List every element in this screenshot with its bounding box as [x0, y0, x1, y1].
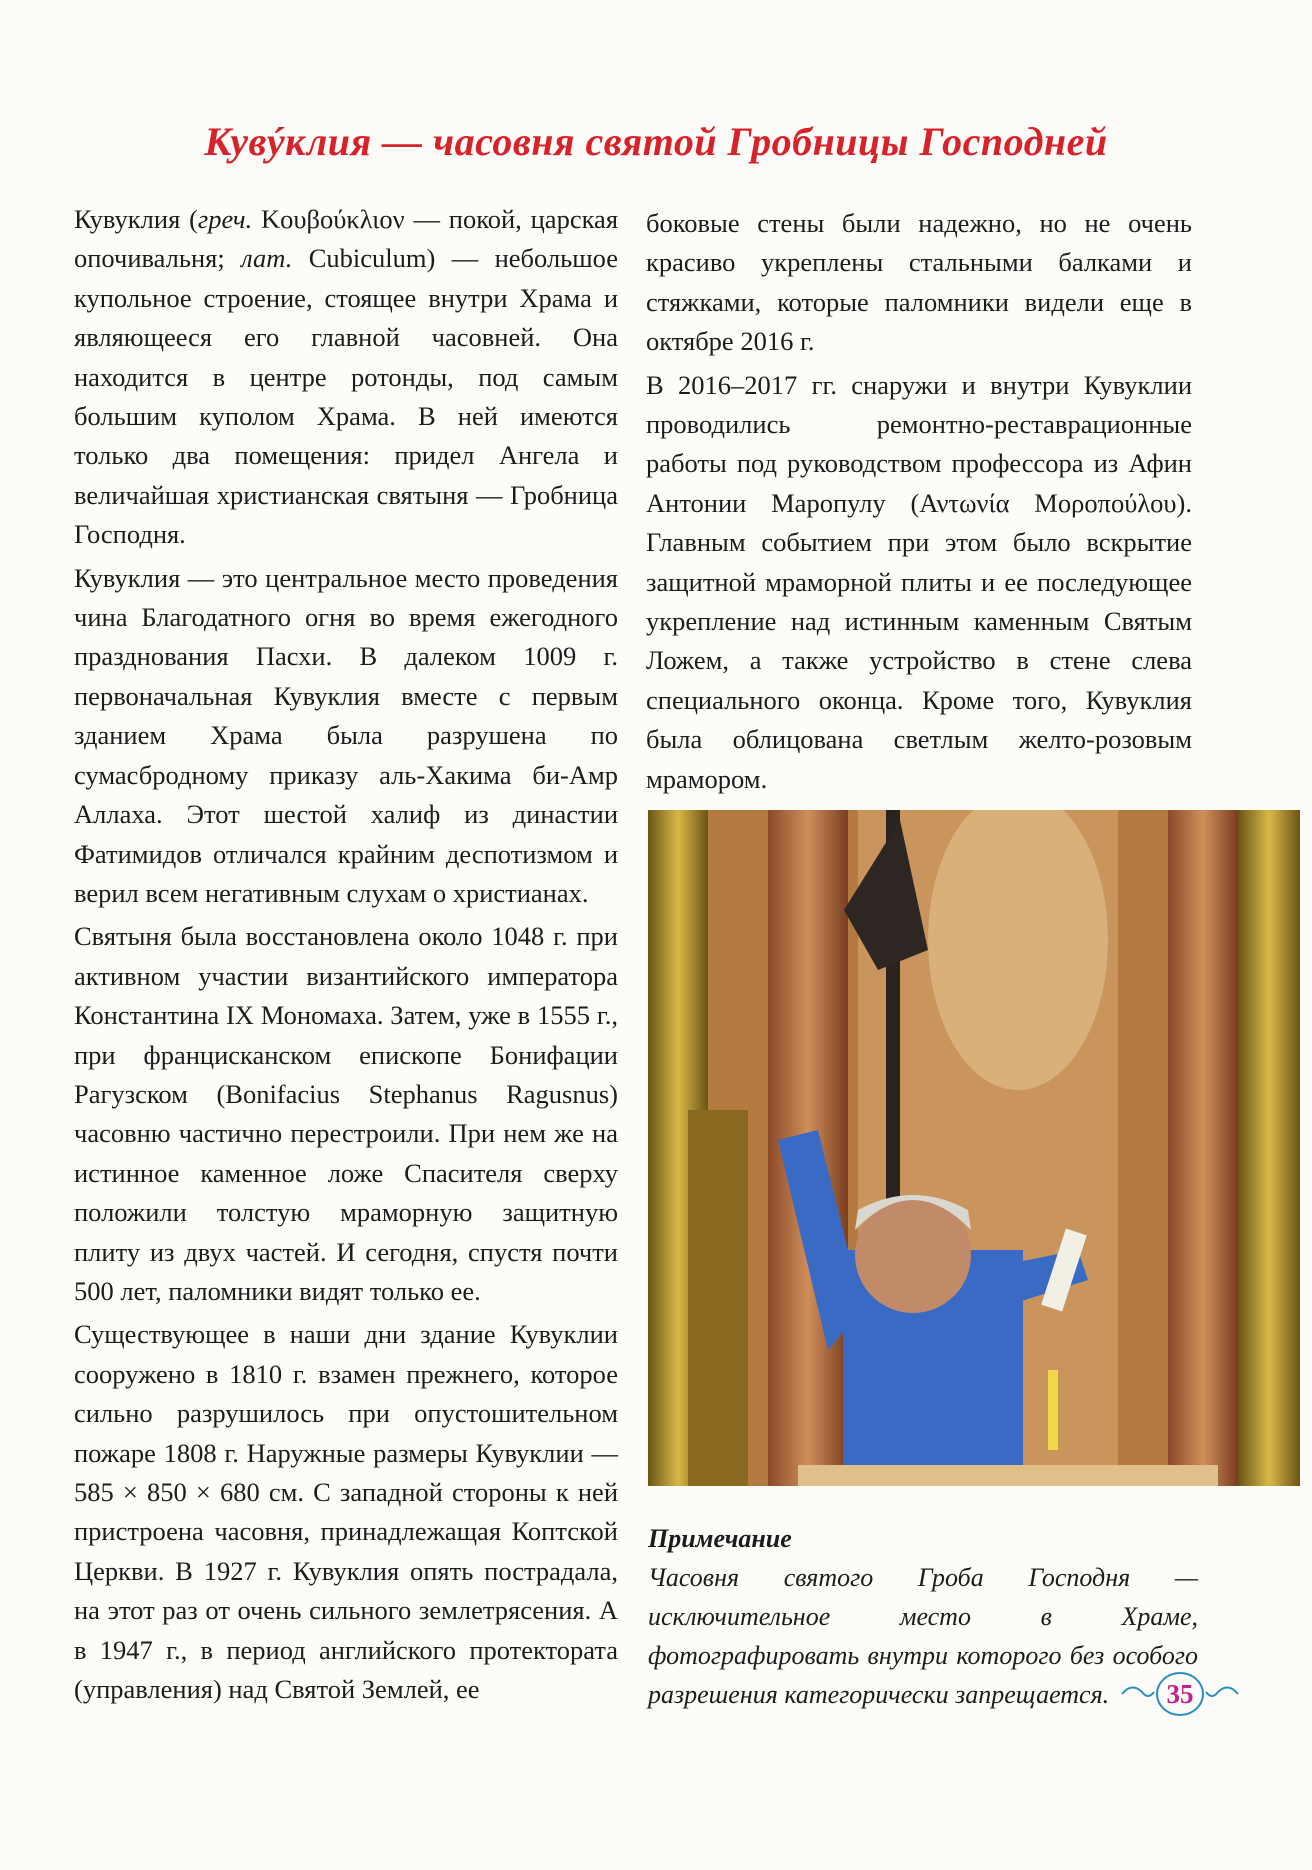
right-text-column	[646, 204, 1192, 803]
left-text-column	[74, 200, 618, 1713]
paragraph-3: Святыня была восстановлена около 1048 г. при активном участии византийского императора Константина IX Мономаха. Затем, уже в 1555 г., при францисканском епископе Бонифации Рагузском (Bonifacius Stephanus Ragusnus) часовню частично перестроили. При нем же на истинное каменное ложе Спасителя сверху положили толстую мраморную защитную плиту из двух частей. И сегодня, спустя почти 500 лет, паломники видят только ее.	[74, 921, 618, 1306]
paragraph-continuation: боковые стены были надежно, но не очень красиво укреплены стальными балками и стяжками, которые паломники видели еще в октябре 2016 г.	[646, 208, 1192, 357]
note-title: Примечание	[648, 1524, 792, 1553]
page-title: Кувýклия — часовня святой Гробницы Господней	[204, 119, 1108, 164]
paragraph-restoration: В 2016–2017 гг. снаружи и внутри Кувуклии проводились ремонтно-реставрационные работы под руководством профессора из Афин Антонии Маропулу (Αντωνία Μοροπούλου). Главным событием при этом было вскрытие защитной мраморной плиты и ее последующее укрепление над истинным каменным Святым Ложем, а также устройство в стене слева специального оконца. Кроме того, Кувуклия была облицована светлым желто-розовым мрамором.	[646, 369, 1192, 794]
paragraph-1: Кувуклия (греч. Κουβούκλιον — покой, царская опочивальня; лат. Cubiculum) — небольшое купольное строение, стоящее внутри Храма и являющееся его главной часовней. Она находится в центре ротонды, под самым большим куполом Храма. В ней имеются только два помещения: придел Ангела и величайшая христианская святыня — Гробница Господня.	[74, 204, 619, 550]
photo-illustration	[648, 810, 1300, 1486]
paragraph-2: Кувуклия — это центральное место проведения чина Благодатного огня во время ежегодного празднования Пасхи. В далеком 1009 г. первоначальная Кувуклия вместе с первым зданием Храма была разрушена по сумасбродному приказу аль-Хакима би-Амр Аллаха. Этот шестой халиф из династии Фатимидов отличался крайним деспотизмом и верил всем негативным слухам о христианах.	[74, 562, 618, 908]
note-text: Часовня святого Гроба Господня — исключительное место в Храме, фотографировать внутри которого без особого разрешения категорически запрещается.	[648, 1563, 1198, 1709]
kuvuklia-photo	[648, 810, 1300, 1486]
page-number: 35	[1156, 1672, 1204, 1716]
paragraph-4: Существующее в наши дни здание Кувуклии сооружено в 1810 г. взамен прежнего, которое сильно разрушилось при опустошительном пожаре 1808 г. Наружные размеры Кувуклии — 585 × 850 × 680 см. С западной стороны к ней пристроена часовня, принадлежащая Коптской Церкви. В 1927 г. Кувуклия опять пострадала, на этот раз от очень сильного землетрясения. А в 1947 г., в период английского протектората (управления) над Святой Землей, ее	[74, 1319, 618, 1705]
page-number-ornament	[1120, 1668, 1240, 1716]
note-box	[648, 1520, 1198, 1714]
